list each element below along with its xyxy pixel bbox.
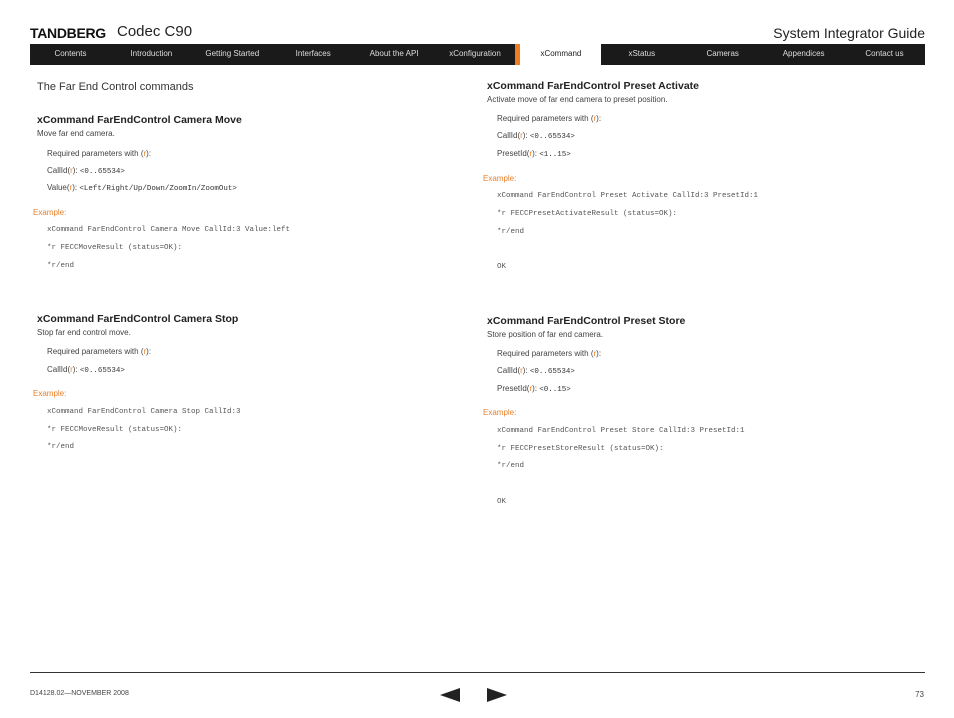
camera-stop-header xyxy=(37,313,238,337)
preset-store-presetid-param: PresetId(r): <0..15> xyxy=(497,384,571,394)
nav-tab-about-the-api[interactable]: About the API xyxy=(369,49,419,58)
camera-stop-title: xCommand FarEndControl Camera Stop xyxy=(37,313,239,325)
preset-store-required: Required parameters with (r): xyxy=(497,349,602,358)
camera-move-description: Move far end camera. xyxy=(37,129,115,138)
camera-move-value-param: Value(r): <Left/Right/Up/Down/ZoomIn/ZoomOut> xyxy=(47,183,237,193)
preset-store-code-line: *r FECCPresetStoreResult (status=OK): xyxy=(497,445,664,453)
top-navigation xyxy=(30,44,925,65)
preset-activate-presetid-param: PresetId(r): <1..15> xyxy=(497,149,571,159)
nav-tab-interfaces[interactable]: Interfaces xyxy=(295,49,331,58)
preset-store-code-line: OK xyxy=(497,498,507,506)
preset-store-code-line: *r/end xyxy=(497,462,525,470)
nav-tab-xconfiguration[interactable]: xConfiguration xyxy=(449,49,501,58)
preset-activate-code-line: *r FECCPresetActivateResult (status=OK): xyxy=(497,210,678,218)
nav-tab-introduction[interactable]: Introduction xyxy=(130,49,173,58)
preset-activate-header xyxy=(487,80,699,104)
nav-tab-getting-started[interactable]: Getting Started xyxy=(205,49,260,58)
preset-activate-title: xCommand FarEndControl Preset Activate xyxy=(487,80,699,92)
page-header xyxy=(30,22,925,46)
camera-stop-code-line: *r/end xyxy=(47,443,75,451)
preset-activate-callid-param: CallId(r): <0..65534> xyxy=(497,131,575,141)
preset-activate-code-line: xCommand FarEndControl Preset Activate CallId:3 PresetId:1 xyxy=(497,192,759,200)
document-id: D14128.02—NOVEMBER 2008 xyxy=(30,690,129,697)
camera-move-code-line: xCommand FarEndControl Camera Move CallId:3 Value:left xyxy=(47,226,291,234)
preset-activate-description: Activate move of far end camera to preset position. xyxy=(487,95,668,104)
preset-store-description: Store position of far end camera. xyxy=(487,330,604,339)
nav-tab-cameras[interactable]: Cameras xyxy=(706,49,739,58)
preset-store-code-line: xCommand FarEndControl Preset Store CallId:3 PresetId:1 xyxy=(497,427,745,435)
previous-page-arrow-icon[interactable] xyxy=(440,688,460,702)
preset-store-callid-param: CallId(r): <0..65534> xyxy=(497,366,575,376)
camera-move-callid-param: CallId(r): <0..65534> xyxy=(47,166,125,176)
camera-stop-code-line: *r FECCMoveResult (status=OK): xyxy=(47,426,183,434)
camera-stop-code-line: xCommand FarEndControl Camera Stop CallId:3 xyxy=(47,408,241,416)
camera-move-required: Required parameters with (r): xyxy=(47,149,152,158)
footer-divider xyxy=(30,672,925,673)
nav-tab-xstatus[interactable]: xStatus xyxy=(628,49,656,58)
preset-activate-code-line: OK xyxy=(497,263,507,271)
camera-move-code-line: *r FECCMoveResult (status=OK): xyxy=(47,244,183,252)
section-heading: The Far End Control commands xyxy=(37,81,194,93)
preset-store-example-label: Example: xyxy=(483,408,517,417)
next-page-arrow-icon[interactable] xyxy=(487,688,507,702)
camera-stop-callid-param: CallId(r): <0..65534> xyxy=(47,365,125,375)
camera-move-title: xCommand FarEndControl Camera Move xyxy=(37,114,242,126)
nav-tab-xcommand[interactable]: xCommand xyxy=(515,44,601,65)
guide-title: System Integrator Guide xyxy=(773,25,925,41)
camera-stop-example-label: Example: xyxy=(33,389,67,398)
product-name: Codec C90 xyxy=(117,23,193,40)
camera-stop-description: Stop far end control move. xyxy=(37,328,131,337)
preset-activate-example-label: Example: xyxy=(483,174,517,183)
camera-move-example-label: Example: xyxy=(33,208,67,217)
preset-store-header xyxy=(487,315,685,339)
nav-tab-contents[interactable]: Contents xyxy=(54,49,87,58)
camera-move-header xyxy=(37,114,242,138)
camera-move-code-line: *r/end xyxy=(47,262,75,270)
brand-logo: TANDBERG xyxy=(30,25,106,41)
preset-activate-code-line: *r/end xyxy=(497,228,525,236)
nav-tab-appendices[interactable]: Appendices xyxy=(782,49,825,58)
camera-stop-required: Required parameters with (r): xyxy=(47,347,152,356)
page-number: 73 xyxy=(915,690,924,699)
preset-store-title: xCommand FarEndControl Preset Store xyxy=(487,315,686,327)
nav-tab-contact-us[interactable]: Contact us xyxy=(865,49,904,58)
preset-activate-required: Required parameters with (r): xyxy=(497,114,602,123)
